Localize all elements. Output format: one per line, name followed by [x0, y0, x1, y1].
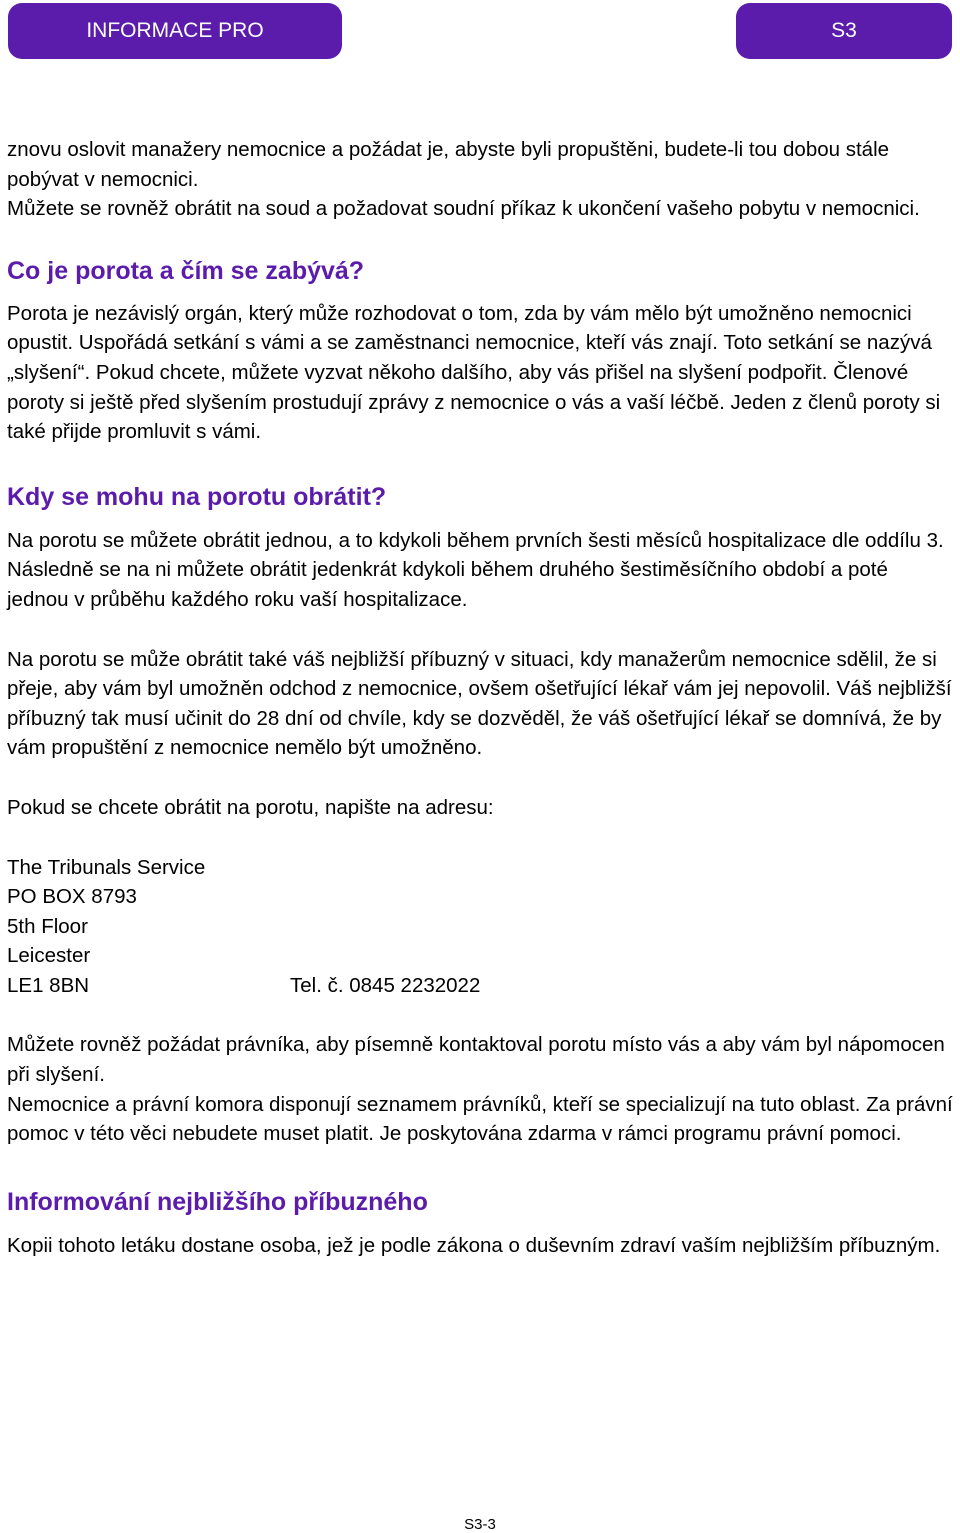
address-postcode-row — [7, 971, 953, 1001]
document-body — [7, 135, 953, 1260]
header-tab-info — [8, 3, 342, 59]
address-postcode: LE1 8BN — [7, 973, 90, 997]
header-tab-info-label: INFORMACE PRO — [86, 19, 264, 42]
intro-paragraph-1: znovu oslovit manažery nemocnice a požádat je, abyste byli propuštěni, budete-li tou dobou stále pobývat v nemocnici. — [7, 138, 890, 191]
header-tab-section — [736, 3, 952, 59]
lawyer-paragraph-2: Nemocnice a právní komora disponují seznamem právníků, kteří se specializují na tuto oblast. Za právní pomoc v této věci nebudete muset platit. Je poskytována zdarma v rámci programu právní pomoci. — [7, 1092, 953, 1146]
heading-relative: Informování nejbližšího příbuzného — [7, 1187, 428, 1216]
lawyer-paragraph-1: Můžete rovněž požádat právníka, aby písemně kontaktoval porotu místo vás a aby vám byl nápomocen při slyšení. — [7, 1033, 945, 1087]
heading-when: Kdy se mohu na porotu obrátit? — [7, 482, 387, 511]
header-tab-section-label: S3 — [831, 19, 857, 42]
heading-tribunal: Co je porota a čím se zabývá? — [7, 256, 365, 285]
address-block — [7, 853, 953, 1001]
when-paragraph-3: Pokud se chcete obrátit na porotu, napište na adresu: — [7, 795, 494, 819]
page-footer — [0, 1516, 960, 1533]
when-paragraph-2: Na porotu se může obrátit také váš nejbližší příbuzný v situaci, kdy manažerům nemocnice sdělil, že si přeje, aby vám byl umožněn odchod z nemocnice, ovšem ošetřující lékař vám jej nepovolil. Váš nejbližší příbuzný tak musí učinit do 28 dní od chvíle, kdy se dozvěděl, že váš ošetřující lékař se domnívá, že by vám propuštění z nemocnice nemělo být umožněno. — [7, 647, 952, 760]
address-line-3: 5th Floor — [7, 914, 88, 938]
relative-paragraph: Kopii tohoto letáku dostane osoba, jež je podle zákona o duševním zdraví vaším nejbližším příbuzným. — [7, 1233, 941, 1257]
address-line-4: Leicester — [7, 944, 91, 968]
address-line-1: The Tribunals Service — [7, 855, 206, 879]
address-phone: Tel. č. 0845 2232022 — [290, 973, 481, 997]
page-number: S3-3 — [464, 1516, 496, 1533]
when-paragraph-1: Na porotu se můžete obrátit jednou, a to kdykoli během prvních šesti měsíců hospitalizace dle oddílu 3. Následně se na ni můžete obrátit jedenkrát kdykoli během druhého šestiměsíčního období a poté jednou v průběhu každého roku vaší hospitalizace. — [7, 528, 944, 611]
intro-paragraph-2: Můžete se rovněž obrátit na soud a požadovat soudní příkaz k ukončení vašeho pobytu v nemocnici. — [7, 197, 920, 221]
tribunal-paragraph: Porota je nezávislý orgán, který může rozhodovat o tom, zda by vám mělo být umožněno nemocnici opustit. Uspořádá setkání s vámi a se zaměstnanci nemocnice, kteří vás znají. Toto setkání se nazývá „slyšení“. Pokud chcete, můžete vyzvat někoho dalšího, aby vás přišel na slyšení podpořit. Členové poroty si ještě před slyšením prostudují zprávy z nemocnice o vás a vaší léčbě. Jeden z členů poroty si také přijde promluvit s vámi. — [7, 301, 941, 444]
address-line-2: PO BOX 8793 — [7, 885, 137, 909]
